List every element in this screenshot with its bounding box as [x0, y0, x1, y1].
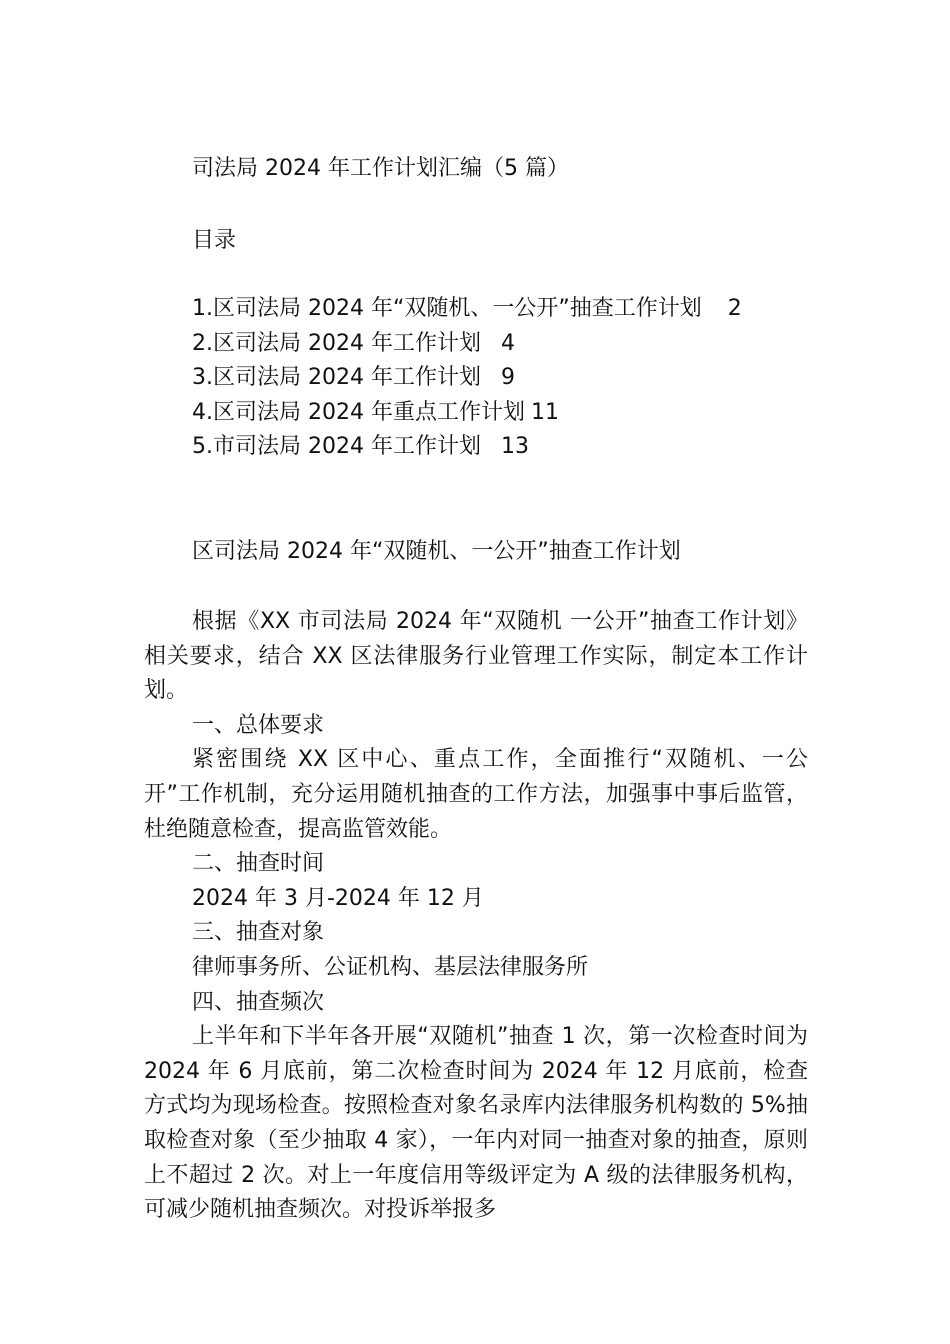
toc-item-page: 2	[727, 296, 742, 321]
toc-item-page: 4	[500, 330, 515, 356]
toc-item[interactable]	[192, 430, 742, 465]
body-paragraph: 上半年和下半年各开展“双随机”抽查 1 次，第一次检查时间为 2024 年 6 月底前，第二次检查时间为 2024 年 12 月底前，检查方式均为现场检查。按照检查对象名录库内法律服务机构数的 5%抽取检查对象（至少抽取 4 家），一年内对同一抽查对象的抽查，原则上不超过 2 次。对上一年度信用等级评定为 A 级的法律服务机构，可减少随机抽查频次。对投诉举报多	[144, 1024, 808, 1223]
toc-item-label: 2.区司法局 2024 年工作计划	[192, 330, 481, 356]
toc-item-label: 3.区司法局 2024 年工作计划	[192, 365, 481, 390]
toc-heading: 目录	[192, 228, 237, 253]
toc-item-label: 4.区司法局 2024 年重点工作计划	[192, 399, 525, 425]
toc-item[interactable]	[192, 396, 742, 431]
toc-item-label: 1.区司法局 2024 年“双随机、一公开”抽查工作计划	[192, 296, 702, 321]
toc-item-label: 5.市司法局 2024 年工作计划	[192, 434, 481, 459]
body-paragraph: 2024 年 3 月-2024 年 12 月	[192, 885, 484, 911]
body-paragraph: 紧密围绕 XX 区中心、重点工作，全面推行“双随机、一公开”工作机制，充分运用随机抽查的工作方法，加强事中事后监管，杜绝随意检查，提高监管效能。	[144, 747, 808, 842]
document-title: 司法局 2024 年工作计划汇编（5 篇）	[192, 156, 569, 181]
section-heading: 四、抽查频次	[192, 989, 325, 1015]
table-of-contents	[192, 292, 742, 465]
toc-item[interactable]	[192, 327, 742, 362]
document-body	[144, 605, 808, 1228]
section-title: 区司法局 2024 年“双随机、一公开”抽查工作计划	[192, 539, 681, 564]
section-heading: 二、抽查时间	[192, 851, 325, 877]
body-paragraph: 律师事务所、公证机构、基层法律服务所	[192, 954, 589, 980]
body-paragraph: 根据《XX 市司法局 2024 年“双随机 一公开”抽查工作计划》相关要求，结合 XX 区法律服务行业管理工作实际，制定本工作计划。	[144, 609, 808, 704]
section-heading: 一、总体要求	[192, 712, 325, 738]
toc-item-page: 9	[500, 365, 515, 390]
toc-item[interactable]	[192, 292, 742, 327]
toc-item-page: 11	[530, 399, 559, 425]
toc-item-page: 13	[500, 434, 529, 459]
section-heading: 三、抽查对象	[192, 920, 325, 946]
toc-item[interactable]	[192, 361, 742, 396]
